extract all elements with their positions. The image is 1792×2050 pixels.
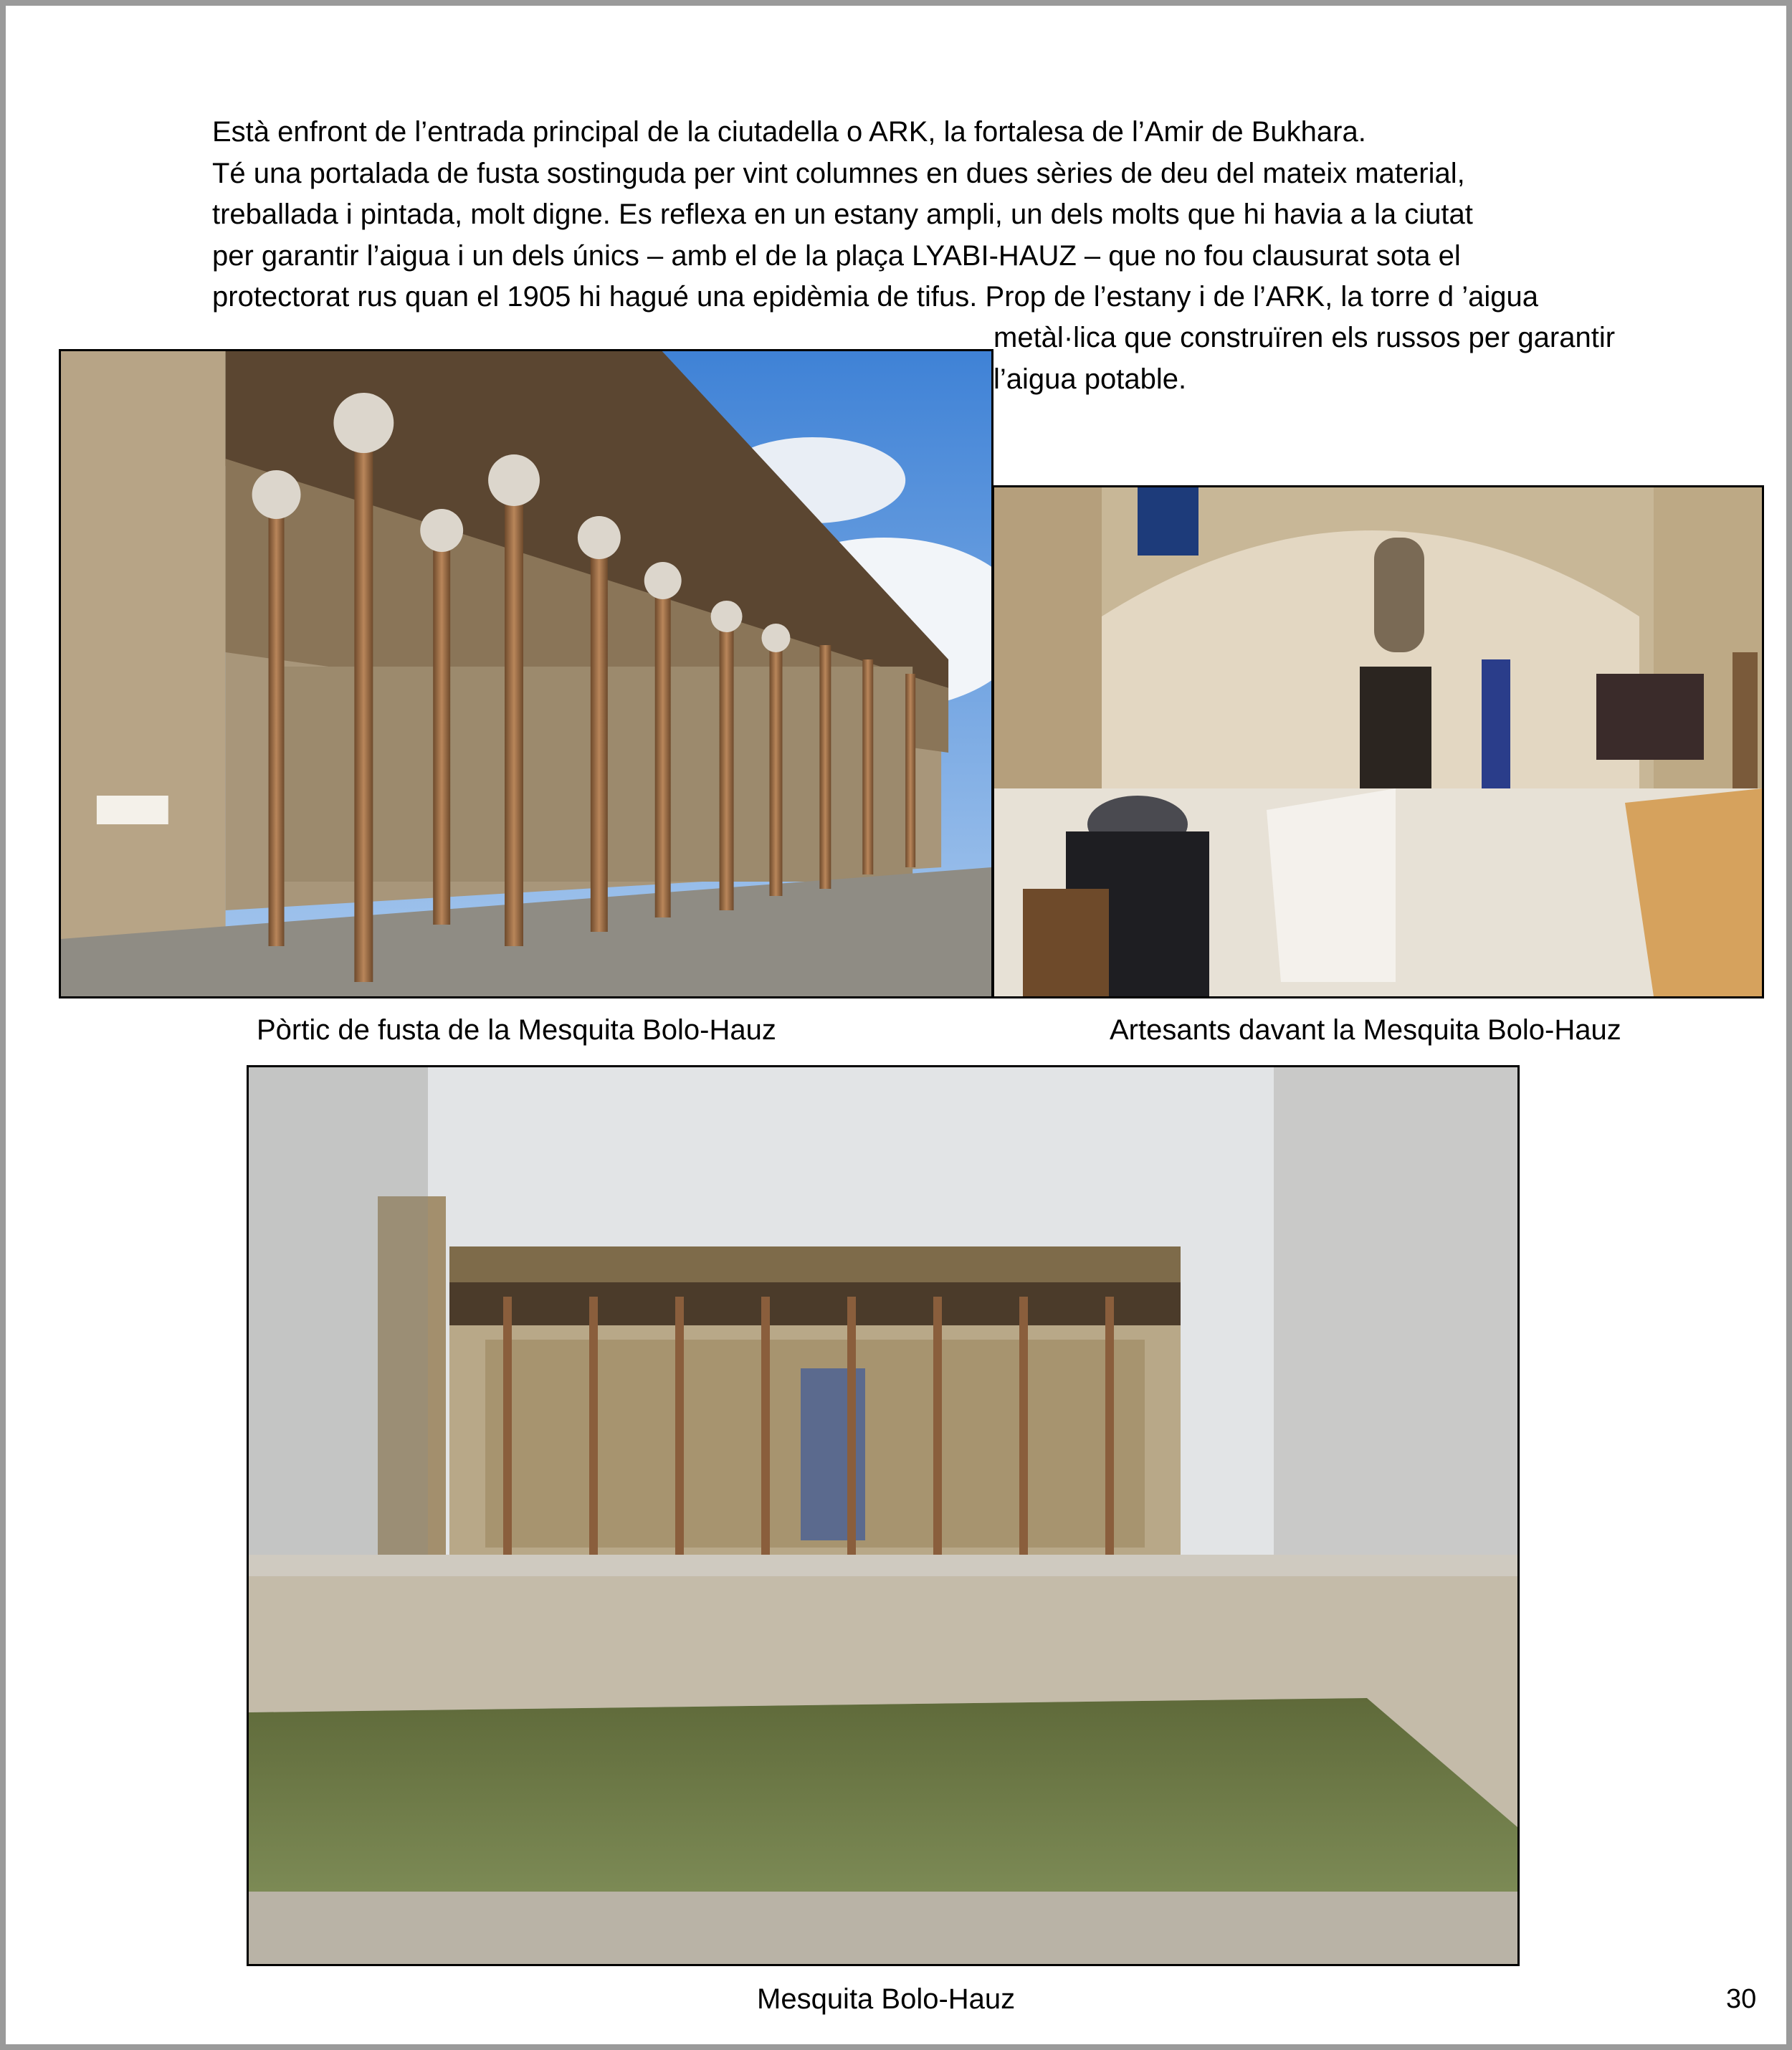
page-number: 30 <box>1726 1984 1757 2014</box>
paragraph-line: l’aigua potable. <box>993 363 1187 395</box>
paragraph-line: metàl·lica que construïren els russos per garantir <box>993 322 1616 353</box>
paragraph-line: Està enfront de l’entrada principal de la ciutadella o ARK, la fortalesa de l’Amir de Bukhara. <box>212 116 1366 148</box>
paragraph-line: Té una portalada de fusta sostinguda per vint columnes en dues sèries de deu del mateix material, <box>212 157 1465 189</box>
intro-paragraph <box>212 112 1689 318</box>
mosque-photo <box>247 1065 1520 1966</box>
paragraph-tail <box>993 318 1682 400</box>
photo-caption: Mesquita Bolo-Hauz <box>757 1983 1016 2015</box>
paragraph-line: protectorat rus quan el 1905 hi hagué una epidèmia de tifus. Prop de l’estany i de l’ARK, la torre d ’aigua <box>212 281 1539 313</box>
paragraph-line: treballada i pintada, molt digne. Es reflexa en un estany ampli, un dels molts que hi havia a la ciutat <box>212 199 1473 230</box>
portico-photo <box>59 349 993 998</box>
paragraph-line: per garantir l’aigua i un dels únics – amb el de la plaça LYABI-HAUZ – que no fou clausurat sota el <box>212 239 1461 272</box>
photo-caption: Pòrtic de fusta de la Mesquita Bolo-Hauz <box>257 1014 776 1046</box>
page <box>6 6 1786 2044</box>
artisans-photo <box>992 485 1764 998</box>
photo-caption: Artesants davant la Mesquita Bolo-Hauz <box>1110 1014 1621 1046</box>
